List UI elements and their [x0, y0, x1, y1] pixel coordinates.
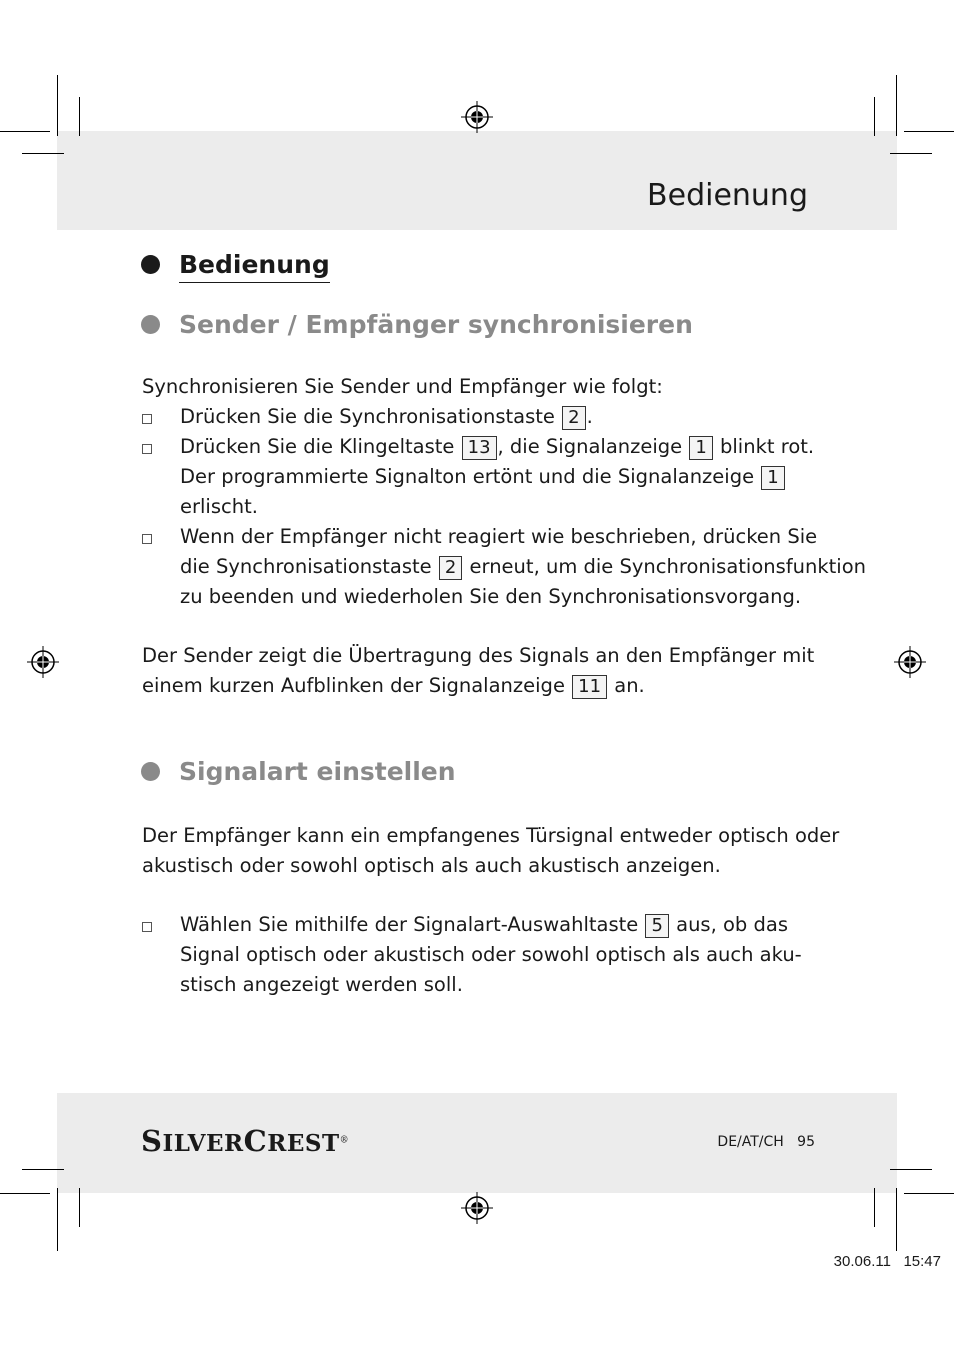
text: stisch angezeigt werden soll.: [180, 973, 463, 996]
page-header-title: Bedienung: [647, 178, 808, 213]
section-heading-sync: [141, 310, 693, 339]
crop-mark: [22, 153, 64, 154]
text: Drücken Sie die Klingeltaste: [180, 435, 455, 458]
checkbox-bullet-icon: [142, 444, 152, 454]
crop-mark: [874, 97, 875, 136]
text: Der Sender zeigt die Übertragung des Signals an den Empfänger mit: [142, 644, 815, 667]
crop-mark: [57, 75, 58, 136]
checkbox-bullet-icon: [142, 414, 152, 424]
checkbox-bullet-icon: [142, 922, 152, 932]
text: die Synchronisationstaste: [180, 555, 432, 578]
list-item: [142, 432, 822, 522]
paragraph-sync-note: [142, 641, 822, 701]
part-ref: 2: [562, 406, 585, 430]
bullet-dot-icon: [141, 315, 160, 334]
bullet-dot-icon: [141, 762, 160, 781]
logo-letter: S: [141, 1124, 163, 1158]
crop-mark: [22, 1169, 64, 1170]
text: Wählen Sie mithilfe der Signalart-Auswahltaste: [180, 913, 639, 936]
part-ref: 5: [645, 914, 668, 938]
section-heading-main: [141, 250, 330, 279]
part-ref: 2: [439, 556, 462, 580]
text: erneut, um die Synchronisationsfunktion: [469, 555, 867, 578]
page-number: DE/AT/CH 95: [717, 1134, 815, 1150]
logo-letters: ILVER: [162, 1130, 244, 1157]
text: Wenn der Empfänger nicht reagiert wie beschrieben, drücken Sie: [180, 525, 818, 548]
logo-letter: C: [243, 1124, 268, 1158]
crop-mark: [0, 131, 50, 132]
crop-mark: [890, 153, 932, 154]
text: Signal optisch oder akustisch oder sowohl optisch als auch aku-: [180, 943, 802, 966]
text: Der Empfänger kann ein empfangenes Türsignal entweder optisch oder: [142, 824, 840, 847]
crop-mark: [0, 1193, 50, 1194]
crop-mark: [79, 1188, 80, 1227]
list-item: [142, 522, 867, 612]
crop-mark: [79, 97, 80, 136]
part-ref: 1: [689, 436, 712, 460]
print-timestamp: 30.06.11 15:47: [833, 1253, 941, 1270]
crop-mark: [896, 75, 897, 136]
registration-mark-icon: [461, 101, 493, 133]
section-heading-signal: [141, 757, 456, 786]
paragraph-sync-intro: Synchronisieren Sie Sender und Empfänger wie folgt:: [142, 375, 663, 398]
text: erlischt.: [180, 495, 258, 518]
part-ref: 1: [761, 466, 784, 490]
crop-mark: [904, 131, 954, 132]
part-ref: 13: [462, 436, 497, 460]
text: blinkt rot.: [720, 435, 815, 458]
registered-mark: ®: [339, 1135, 350, 1146]
text: akustisch oder sowohl optisch als auch akustisch anzeigen.: [142, 854, 721, 877]
part-ref: 11: [572, 675, 607, 699]
checkbox-bullet-icon: [142, 534, 152, 544]
text: Der programmierte Signalton ertönt und die Signalanzeige: [180, 465, 755, 488]
text: einem kurzen Aufblinken der Signalanzeige: [142, 674, 565, 697]
heading-text: Sender / Empfänger synchronisieren: [179, 310, 693, 339]
brand-logo: [141, 1124, 349, 1158]
crop-mark: [904, 1193, 954, 1194]
registration-mark-icon: [27, 646, 59, 678]
heading-text: Bedienung: [179, 250, 330, 283]
text: an.: [614, 674, 645, 697]
list-item: [142, 910, 822, 1000]
text: Drücken Sie die Synchronisationstaste: [180, 405, 555, 428]
list-item: [142, 402, 822, 432]
registration-mark-icon: [894, 646, 926, 678]
bullet-dot-icon: [141, 255, 160, 274]
text: , die Signalanzeige: [497, 435, 683, 458]
text: aus, ob das: [676, 913, 788, 936]
crop-mark: [896, 1188, 897, 1251]
crop-mark: [57, 1188, 58, 1251]
registration-mark-icon: [461, 1192, 493, 1224]
paragraph-signal-intro: [142, 821, 840, 881]
text: .: [586, 405, 593, 428]
heading-text: Signalart einstellen: [179, 757, 456, 786]
logo-letters: REST: [267, 1130, 340, 1157]
text: zu beenden und wiederholen Sie den Synchronisationsvorgang.: [180, 585, 802, 608]
crop-mark: [890, 1169, 932, 1170]
crop-mark: [874, 1188, 875, 1227]
